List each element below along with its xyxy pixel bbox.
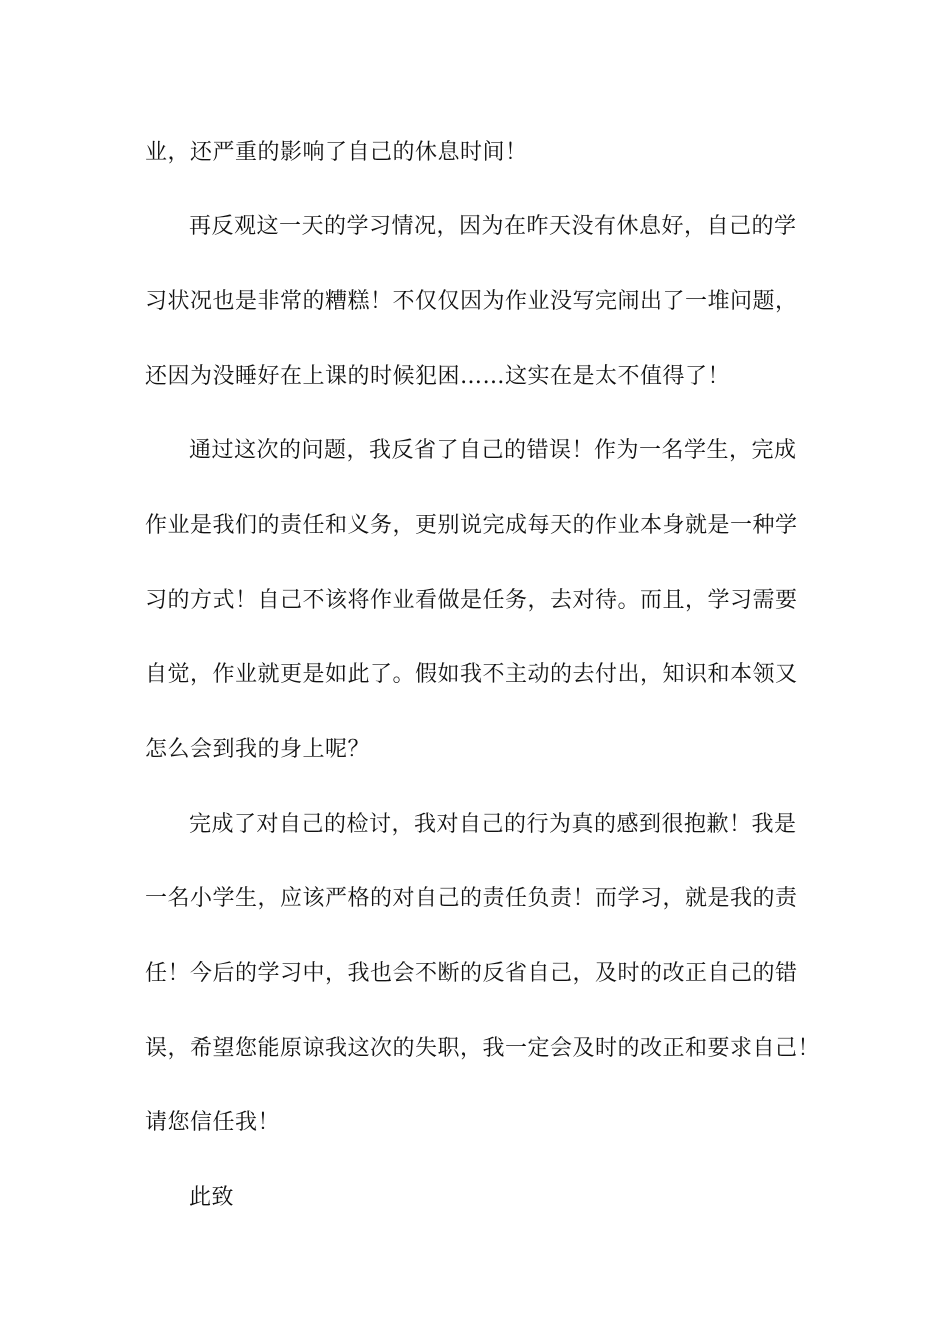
text-line: 作业是我们的责任和义务，更别说完成每天的作业本身就是一种学 — [145, 513, 798, 538]
paragraph-start-line: 再反观这一天的学习情况，因为在昨天没有休息好，自己的学 — [189, 214, 797, 239]
text-line: 一名小学生，应该严格的对自己的责任负责！而学习，就是我的责 — [145, 886, 798, 911]
paragraph-start-line: 完成了对自己的检讨，我对自己的行为真的感到很抱歉！我是 — [189, 812, 797, 837]
text-line: 习的方式！自己不该将作业看做是任务，去对待。而且，学习需要 — [145, 588, 798, 613]
closing-salutation: 此致 — [189, 1185, 235, 1210]
text-line: 习状况也是非常的糟糕！不仅仅因为作业没写完闹出了一堆问题， — [145, 289, 798, 314]
text-line: 任！今后的学习中，我也会不断的反省自己，及时的改正自己的错 — [145, 961, 798, 986]
text-line: 请您信任我！ — [145, 1110, 281, 1135]
text-line: 误，希望您能原谅我这次的失职，我一定会及时的改正和要求自己！ — [145, 1036, 821, 1061]
text-line: 业，还严重的影响了自己的休息时间！ — [145, 140, 528, 165]
text-line: 还因为没睡好在上课的时候犯困……这实在是太不值得了！ — [145, 364, 731, 389]
text-line: 怎么会到我的身上呢？ — [145, 737, 371, 762]
paragraph-start-line: 通过这次的问题，我反省了自己的错误！作为一名学生，完成 — [189, 438, 797, 463]
text-line: 自觉，作业就更是如此了。假如我不主动的去付出，知识和本领又 — [145, 662, 798, 687]
